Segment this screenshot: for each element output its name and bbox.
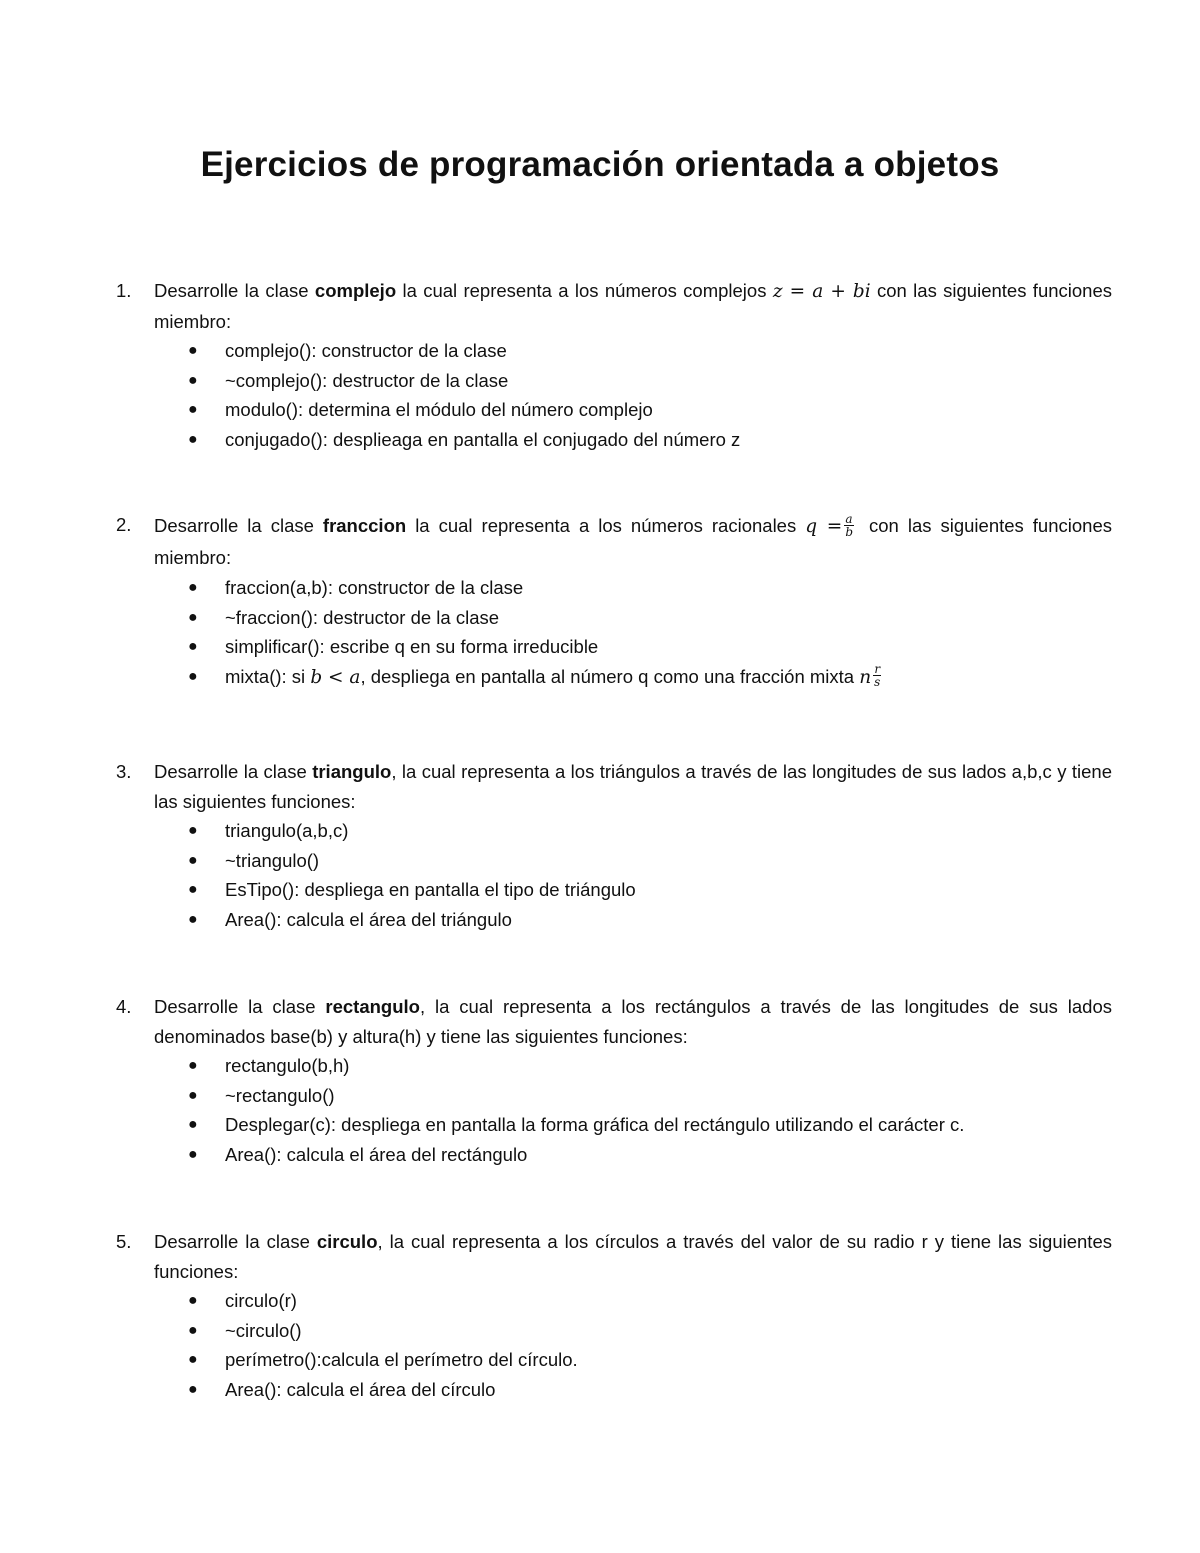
list-item (116, 875, 1112, 905)
exercise-4 (116, 992, 1112, 1169)
member-name: mixta(): (225, 665, 287, 687)
bullet-icon: ● (188, 1292, 198, 1309)
list-item (116, 336, 1112, 366)
member-list (116, 573, 1112, 692)
member-name: Area(): (225, 1143, 282, 1165)
bullet-icon: ● (188, 1116, 198, 1133)
exercise-2 (116, 510, 1112, 692)
exercise-5 (116, 1227, 1112, 1404)
list-item (116, 1345, 1112, 1375)
member-name: perímetro(): (225, 1349, 322, 1370)
member-name: rectangulo(b,h) (225, 1055, 350, 1076)
bullet-icon: ● (188, 401, 198, 418)
exercise-number: 2. (116, 514, 132, 535)
member-name: fraccion(a,b): (225, 577, 333, 598)
fraction-denominator: s (874, 675, 881, 690)
exercise-statement (154, 276, 1112, 336)
page-title: Ejercicios de programación orientada a objetos (200, 145, 1000, 184)
exercise-number: 3. (116, 761, 132, 782)
list-item (116, 425, 1112, 455)
list-item (116, 366, 1112, 396)
statement-text: con las siguientes funciones miembro: (154, 515, 1112, 568)
class-name: rectangulo (325, 996, 420, 1017)
member-list (116, 1286, 1112, 1404)
member-name: conjugado(): (225, 428, 328, 450)
exercise-statement (154, 1227, 1112, 1286)
bullet-icon: ● (188, 638, 198, 655)
exercise-statement (154, 757, 1112, 816)
math-inequality: b < a (310, 666, 361, 688)
class-name: triangulo (312, 761, 392, 782)
member-name: simplificar(): (225, 636, 325, 657)
list-item (116, 1375, 1112, 1405)
bullet-icon: ● (188, 1321, 198, 1339)
member-desc: escribe q en su forma irreducible (324, 636, 599, 657)
statement-text: , la cual representa a los círculos a través del valor de su radio r y tiene las siguientes funciones: (154, 1231, 1112, 1282)
member-name: EsTipo(): (225, 879, 300, 900)
math-formula: z = a + bi (772, 281, 871, 302)
class-name: complejo (314, 280, 397, 301)
statement-text: Desarrolle la clase (154, 1231, 317, 1252)
exercise-number: 5. (116, 1231, 132, 1252)
member-name: Area(): (225, 1378, 282, 1400)
bullet-icon: ● (188, 851, 198, 869)
member-desc: , despliega en pantalla al número q como una fracción mixta (360, 665, 860, 687)
math-whole-part: n (859, 666, 872, 688)
statement-text: , la cual representa a los rectángulos a través de las longitudes de sus lados denominados base(b) y altura(h) y tiene las siguientes funciones: (154, 996, 1112, 1047)
bullet-icon: ● (188, 1145, 198, 1163)
bullet-icon: ● (188, 1086, 198, 1104)
bullet-icon: ● (188, 371, 198, 389)
list-item (116, 905, 1112, 935)
member-name: modulo(): (225, 399, 304, 420)
member-desc: calcula el área del triángulo (281, 908, 512, 930)
member-desc: determina el módulo del número complejo (303, 399, 653, 420)
member-desc: calcula el área del rectángulo (281, 1143, 528, 1165)
member-desc: constructor de la clase (316, 340, 507, 361)
list-item (116, 846, 1112, 876)
list-item (116, 1051, 1112, 1081)
list-item (116, 603, 1112, 633)
list-item (116, 1110, 1112, 1140)
statement-text: la cual representa a los números racionales (406, 515, 806, 536)
member-name: ~circulo() (225, 1319, 302, 1341)
member-list (116, 336, 1112, 454)
member-list (116, 1051, 1112, 1169)
math-formula: q = (805, 516, 843, 537)
statement-text: Desarrolle la clase (154, 996, 326, 1017)
member-desc: despliega en pantalla la forma gráfica del rectángulo utilizando el carácter c. (336, 1114, 965, 1135)
bullet-icon: ● (188, 430, 198, 448)
fraction-numerator: r (874, 662, 881, 677)
list-item (116, 816, 1112, 846)
exercise-number: 1. (116, 280, 132, 301)
member-list (116, 816, 1112, 934)
member-name: Desplegar(c): (225, 1114, 337, 1135)
list-item (116, 1140, 1112, 1170)
exercise-statement (154, 510, 1112, 573)
statement-text: la cual representa a los números complejos (396, 280, 773, 301)
member-desc: destructor de la clase (327, 369, 509, 391)
exercise-3 (116, 757, 1112, 934)
member-desc: calcula el perímetro del círculo. (321, 1349, 578, 1370)
list-item (116, 1286, 1112, 1316)
exercise-number: 4. (116, 996, 132, 1017)
statement-text: , la cual representa a los triángulos a través de las longitudes de sus lados a,b,c y tiene las siguientes funciones: (154, 761, 1112, 812)
fraction-numerator: a (845, 511, 853, 526)
fraction (844, 513, 854, 538)
member-name: ~complejo(): (225, 369, 328, 391)
bullet-icon: ● (188, 910, 198, 928)
member-desc: despliega en pantalla el tipo de triángulo (299, 879, 636, 900)
bullet-icon: ● (188, 881, 198, 898)
exercise-1 (116, 276, 1112, 454)
member-desc: desplieaga en pantalla el conjugado del número z (327, 428, 741, 450)
bullet-icon: ● (188, 579, 198, 596)
list-item (116, 1081, 1112, 1111)
list-item (116, 632, 1112, 662)
bullet-icon: ● (188, 342, 198, 359)
member-name: ~rectangulo() (225, 1084, 335, 1106)
member-name: ~triangulo() (225, 849, 320, 871)
exercise-statement (154, 992, 1112, 1051)
list-item (116, 573, 1112, 603)
member-name: triangulo(a,b,c) (225, 820, 349, 841)
member-desc-pre: si (286, 665, 311, 687)
list-item (116, 1316, 1112, 1346)
member-name: ~fraccion(): (225, 606, 319, 628)
bullet-icon: ● (188, 667, 198, 685)
class-name: franccion (322, 515, 407, 536)
bullet-icon: ● (188, 822, 198, 839)
statement-text: Desarrolle la clase (154, 761, 313, 782)
class-name: circulo (316, 1231, 378, 1252)
member-name: Area(): (225, 908, 282, 930)
fraction-denominator: b (845, 524, 853, 539)
bullet-icon: ● (188, 608, 198, 626)
list-item (116, 662, 1112, 693)
bullet-icon: ● (188, 1380, 198, 1398)
member-desc: calcula el área del círculo (281, 1378, 496, 1400)
member-desc: destructor de la clase (318, 606, 500, 628)
statement-text: con las siguientes funciones miembro: (154, 280, 1112, 332)
list-item (116, 395, 1112, 425)
fraction (873, 663, 881, 688)
member-name: circulo(r) (225, 1290, 297, 1311)
bullet-icon: ● (188, 1057, 198, 1074)
member-desc: constructor de la clase (332, 577, 524, 598)
member-name: complejo(): (225, 340, 317, 361)
statement-text: Desarrolle la clase (154, 280, 315, 301)
bullet-icon: ● (188, 1351, 198, 1368)
statement-text: Desarrolle la clase (154, 515, 323, 536)
